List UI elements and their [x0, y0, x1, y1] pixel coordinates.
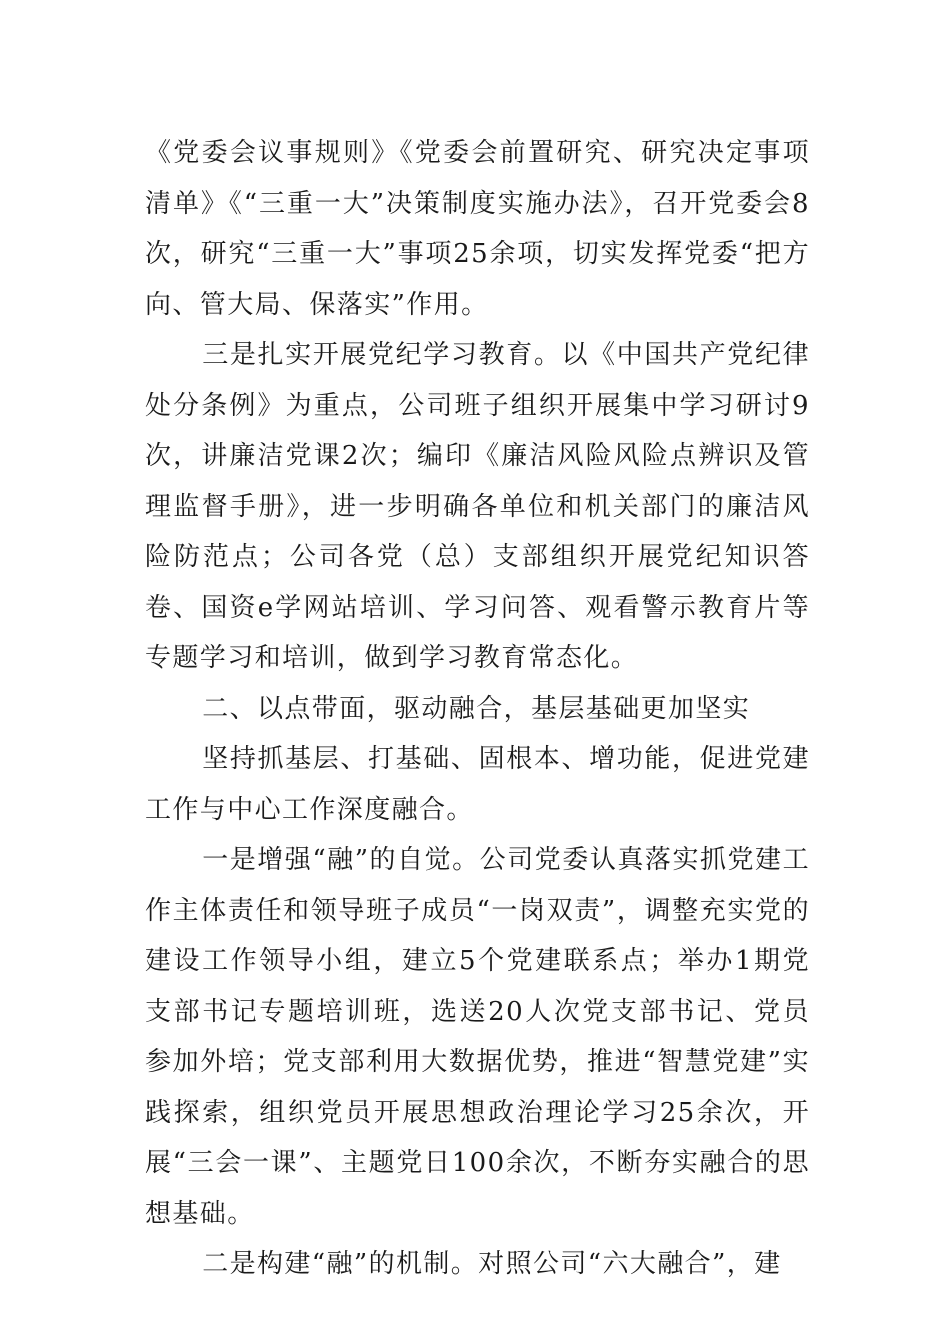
paragraph-integration-mechanism: 二是构建“融”的机制。对照公司“六大融合”，建 [202, 1249, 782, 1279]
paragraph-discipline-education: 三是扎实开展党纪学习教育。以《中国共产党纪律处分条例》为重点，公司班子组织开展集中学习研讨9次，讲廉洁党课2次；编印《廉洁风险风险点辨识及管理监督手册》，进一步明确各单位和机关部门的廉洁风险防范点；公司各党（总）支部组织开展党纪知识答卷、国资e学网站培训、学习问答、观看警示教育片等专题学习和培训，做到学习教育常态化。 [145, 340, 810, 673]
section-heading-integration: 二、以点带面，驱动融合，基层基础更加坚实 [202, 693, 751, 724]
paragraph-regulations: 《党委会议事规则》《党委会前置研究、研究决定事项清单》《“三重一大”决策制度实施办法》，召开党委会8次，研究“三重一大”事项25余项，切实发挥党委“把方向、管大局、保落实”作用。 [145, 138, 810, 320]
paragraph-integration-awareness: 一是增强“融”的自觉。公司党委认真落实抓党建工作主体责任和领导班子成员“一岗双责”，调整充实党的建设工作领导小组，建立5个党建联系点；举办1期党支部书记专题培训班，选送20人次党支部书记、党员参加外培；党支部利用大数据优势，推进“智慧党建”实践探索，组织党员开展思想政治理论学习25余次，开展“三会一课”、主题党日100余次，不断夯实融合的思想基础。 [145, 845, 810, 1229]
document-body [145, 128, 810, 1290]
paragraph-grassroots: 坚持抓基层、打基础、固根本、增功能，促进党建工作与中心工作深度融合。 [145, 744, 810, 825]
